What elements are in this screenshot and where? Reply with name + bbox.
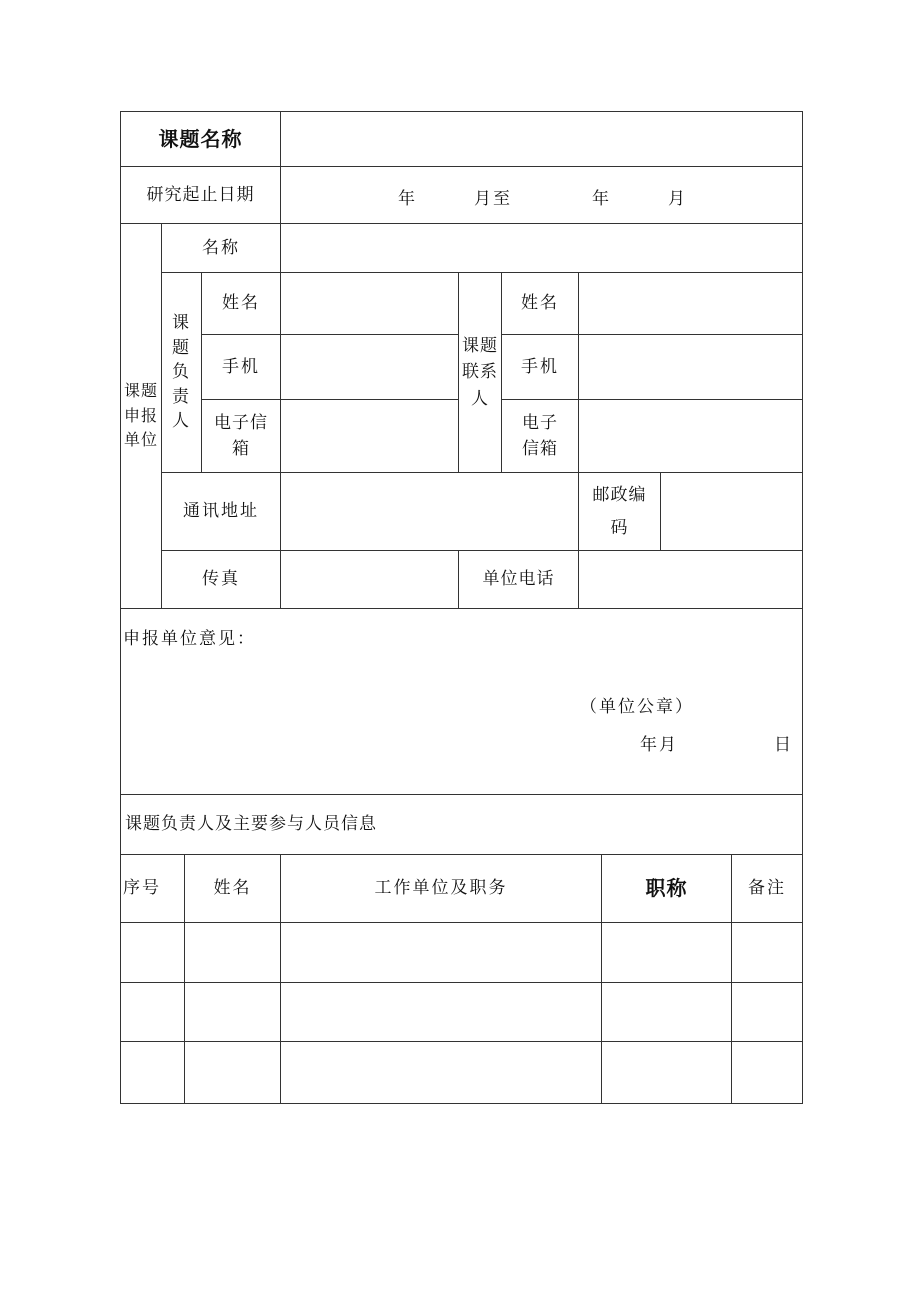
fax-field[interactable] bbox=[280, 550, 459, 609]
research-period-label: 研究起止日期 bbox=[120, 166, 281, 224]
row3-name[interactable] bbox=[184, 1041, 281, 1104]
leader-phone-field[interactable] bbox=[280, 334, 459, 400]
opinion-label: 申报单位意见： bbox=[123, 629, 256, 649]
row1-name[interactable] bbox=[184, 922, 281, 983]
fax-label: 传真 bbox=[161, 550, 281, 609]
opinion-date-d: 日 bbox=[774, 735, 793, 755]
contact-phone-label: 手机 bbox=[501, 334, 579, 400]
header-name: 姓名 bbox=[184, 854, 281, 923]
contact-name-field[interactable] bbox=[578, 272, 803, 335]
row1-unit-position[interactable] bbox=[280, 922, 602, 983]
topic-name-field[interactable] bbox=[280, 111, 803, 167]
leader-email-field[interactable] bbox=[280, 399, 459, 473]
leader-phone-label: 手机 bbox=[201, 334, 281, 400]
row3-unit-position[interactable] bbox=[280, 1041, 602, 1104]
applying-unit-label: 课题 申报 单位 bbox=[120, 223, 162, 609]
period-year-1: 年 bbox=[398, 189, 417, 209]
address-field[interactable] bbox=[280, 472, 579, 551]
postcode-label: 邮政编 码 bbox=[578, 472, 661, 551]
row2-unit-position[interactable] bbox=[280, 982, 602, 1042]
row3-no[interactable] bbox=[120, 1041, 185, 1104]
header-title: 职称 bbox=[601, 854, 732, 923]
header-remark: 备注 bbox=[731, 854, 803, 923]
topic-name-label: 课题名称 bbox=[120, 111, 281, 167]
unit-name-field[interactable] bbox=[280, 223, 803, 273]
leader-name-label: 姓名 bbox=[201, 272, 281, 335]
row3-title[interactable] bbox=[601, 1041, 732, 1104]
contact-name-label: 姓名 bbox=[501, 272, 579, 335]
contact-label: 课题 联系 人 bbox=[458, 272, 502, 473]
leader-label: 课 题 负 责 人 bbox=[161, 272, 202, 473]
leader-email-label: 电子信 箱 bbox=[201, 399, 281, 473]
opinion-date-ym: 年月 bbox=[640, 735, 678, 755]
members-title: 课题负责人及主要参与人员信息 bbox=[120, 794, 803, 855]
unit-name-label: 名称 bbox=[161, 223, 281, 273]
contact-phone-field[interactable] bbox=[578, 334, 803, 400]
contact-email-field[interactable] bbox=[578, 399, 803, 473]
header-unit-position: 工作单位及职务 bbox=[280, 854, 602, 923]
contact-email-label: 电子 信箱 bbox=[501, 399, 579, 473]
unit-phone-field[interactable] bbox=[578, 550, 803, 609]
row2-title[interactable] bbox=[601, 982, 732, 1042]
period-month-to: 月至 bbox=[474, 189, 512, 209]
seal-text: （单位公章） bbox=[580, 697, 694, 717]
leader-name-field[interactable] bbox=[280, 272, 459, 335]
period-month-2: 月 bbox=[668, 189, 687, 209]
postcode-field[interactable] bbox=[660, 472, 803, 551]
row2-remark[interactable] bbox=[731, 982, 803, 1042]
header-no: 序号 bbox=[120, 854, 185, 923]
row2-name[interactable] bbox=[184, 982, 281, 1042]
unit-phone-label: 单位电话 bbox=[458, 550, 579, 609]
row1-remark[interactable] bbox=[731, 922, 803, 983]
research-period-field[interactable] bbox=[280, 166, 803, 224]
address-label: 通讯地址 bbox=[161, 472, 281, 551]
row2-no[interactable] bbox=[120, 982, 185, 1042]
period-year-2: 年 bbox=[592, 189, 611, 209]
row1-title[interactable] bbox=[601, 922, 732, 983]
row1-no[interactable] bbox=[120, 922, 185, 983]
row3-remark[interactable] bbox=[731, 1041, 803, 1104]
